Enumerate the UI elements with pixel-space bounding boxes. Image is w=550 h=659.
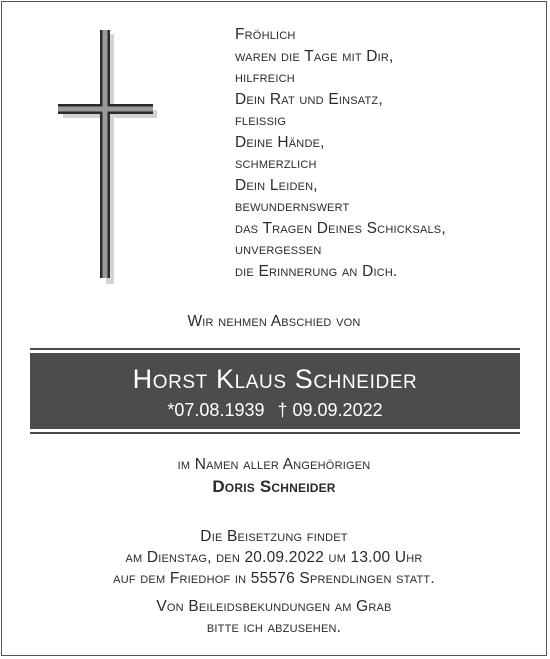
deceased-name: Horst Klaus Schneider: [132, 364, 418, 394]
funeral-line: auf dem Friedhof in 55576 Sprendlingen statt.: [113, 570, 435, 587]
banner-bottom-rule: [30, 432, 520, 434]
banner-top-rule: [30, 348, 520, 350]
poem-line: Dein Leiden,: [235, 176, 318, 194]
funeral-info: [0, 526, 548, 589]
poem-line: unvergessen: [235, 241, 322, 258]
poem-line: hilfreich: [235, 69, 295, 86]
cross-icon: [58, 30, 158, 285]
name-banner: [30, 348, 520, 434]
poem-line: Deine Hände,: [235, 133, 325, 151]
funeral-line: Die Beisetzung findet: [200, 528, 348, 545]
banner-box: [30, 353, 520, 429]
poem-line: waren die Tage mit Dir,: [235, 47, 394, 65]
poem-line: bewundernswert: [235, 198, 350, 215]
condolence-note: [0, 596, 548, 638]
poem-line: schmerzlich: [235, 155, 317, 172]
condolence-line: bitte ich abzusehen.: [206, 619, 342, 636]
death-date: † 09.09.2022: [277, 400, 383, 420]
poem-line: fleissig: [235, 112, 287, 129]
life-dates: [30, 397, 520, 423]
funeral-line: am Dienstag, den 20.09.2022 um 13.00 Uhr: [125, 549, 423, 566]
poem-line: Dein Rat und Einsatz,: [235, 90, 383, 108]
poem: [235, 24, 446, 282]
condolence-line: Von Beileidsbekundungen am Grab: [156, 598, 392, 615]
poem-line: die Erinnerung an Dich.: [235, 262, 398, 280]
poem-line: das Tragen Deines Schicksals,: [235, 219, 446, 237]
farewell-intro: Wir nehmen Abschied von: [187, 313, 361, 330]
poem-line: Fröhlich: [235, 26, 296, 43]
mourner-name: Doris Schneider: [212, 477, 336, 496]
birth-date: *07.08.1939: [167, 400, 265, 420]
family-line: im Namen aller Angehörigen: [177, 456, 371, 473]
